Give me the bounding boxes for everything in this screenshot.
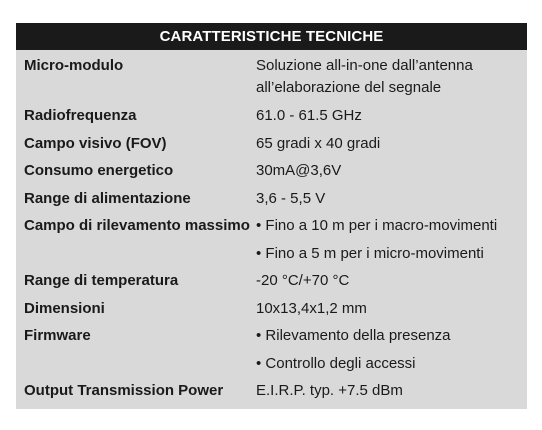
row-label-campo-visivo: Campo visivo (FOV) [24,134,167,152]
row-label-dimensioni: Dimensioni [24,299,105,317]
table-row [16,322,527,377]
table-row [16,212,527,267]
row-label-consumo: Consumo energetico [24,162,174,179]
row-label-radiofrequenza: Radiofrequenza [24,107,137,124]
row-value-rilevamento [256,212,527,267]
table-row [16,377,527,405]
bullet-item: • Fino a 5 m per i micro-movimenti [256,244,484,262]
bullet-item: • Rilevamento della presenza [256,327,451,344]
value-line: all’elaborazione del segnale [256,79,442,96]
row-value-dimensioni: 10x13,4x1,2 mm [256,299,367,317]
row-label-output-power: Output Transmission Power [24,382,224,399]
row-label-firmware: Firmware [24,327,91,344]
spec-table [16,23,527,409]
bullet-item: • Fino a 10 m per i macro-movimenti [256,217,498,234]
table-body [16,50,527,405]
row-label-micro-modulo: Micro-modulo [24,57,124,74]
table-row [16,267,527,295]
table-row [16,295,527,323]
row-value-alimentazione: 3,6 - 5,5 V [256,189,326,207]
row-value-micro-modulo [256,52,527,102]
table-row [16,102,527,130]
row-label-rilevamento: Campo di rilevamento massimo [24,217,250,234]
table-row [16,185,527,213]
row-value-firmware [256,322,527,377]
row-value-temperatura: -20 °C/+70 °C [256,272,350,289]
row-label-alimentazione: Range di alimentazione [24,189,191,207]
table-row [16,157,527,185]
row-value-campo-visivo: 65 gradi x 40 gradi [256,134,381,152]
table-row [16,50,527,102]
row-value-radiofrequenza: 61.0 - 61.5 GHz [256,107,362,124]
value-line: Soluzione all-in-one dall’antenna [256,56,473,74]
table-row [16,130,527,158]
table-title: CARATTERISTICHE TECNICHE [16,23,527,50]
bullet-item: • Controllo degli accessi [256,354,416,372]
row-value-consumo: 30mA@3,6V [256,162,342,179]
row-label-temperatura: Range di temperatura [24,272,179,289]
row-value-output-power: E.I.R.P. typ. +7.5 dBm [256,382,403,399]
